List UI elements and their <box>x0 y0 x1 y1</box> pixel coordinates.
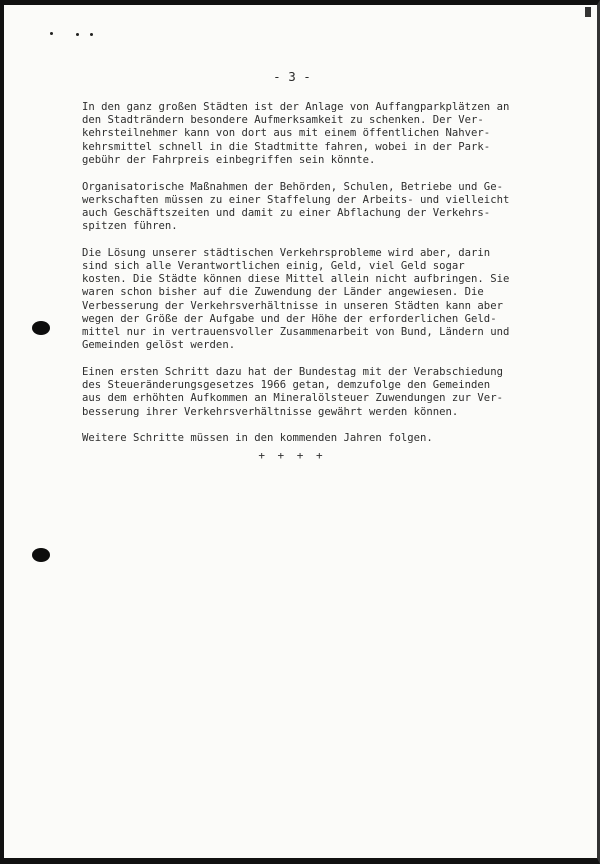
paragraph-5 <box>82 432 562 445</box>
punch-hole-lower <box>32 548 50 562</box>
scan-speck <box>76 33 79 36</box>
text-line: Organisatorische Maßnahmen der Behörden, Schulen, Betriebe und Ge- <box>82 180 503 193</box>
text-line: werkschaften müssen zu einer Staffelung der Arbeits- und vielleicht <box>82 193 510 206</box>
text-line: kosten. Die Städte können diese Mittel allein nicht aufbringen. Sie <box>82 273 510 286</box>
text-line: Gemeinden gelöst werden. <box>82 339 236 352</box>
text-line: In den ganz großen Städten ist der Anlage von Auffangparkplätzen an <box>82 101 510 113</box>
text-line: aus dem erhöhten Aufkommen an Mineralölsteuer Zuwendungen zur Ver- <box>82 392 503 405</box>
end-mark: + + + + <box>258 449 326 462</box>
scan-speck <box>50 32 53 35</box>
text-line: waren schon bisher auf die Zuwendung der Länder angewiesen. Die <box>82 286 484 299</box>
body-text <box>82 101 562 459</box>
paragraph-2 <box>82 181 562 234</box>
page-number: - 3 - <box>273 69 311 84</box>
text-line: Verbesserung der Verkehrsverhältnisse in unseren Städten kann aber <box>82 299 503 312</box>
text-line: auch Geschäftszeiten und damit zu einer Abflachung der Verkehrs- <box>82 206 491 219</box>
punch-hole-upper <box>32 321 50 335</box>
text-line: des Steueränderungsgesetzes 1966 getan, demzufolge den Gemeinden <box>82 379 491 392</box>
text-line: spitzen führen. <box>82 220 178 233</box>
text-line: sind sich alle Verantwortlichen einig, Geld, viel Geld sogar <box>82 260 465 273</box>
paragraph-3 <box>82 247 562 353</box>
text-line: wegen der Größe der Aufgabe und der Höhe der erforderlichen Geld- <box>82 312 497 325</box>
text-line: kehrsmittel schnell in die Stadtmitte fahren, wobei in der Park- <box>82 140 491 153</box>
text-line: Die Lösung unserer städtischen Verkehrsprobleme wird aber, darin <box>82 246 491 259</box>
text-line: kehrsteilnehmer kann von dort aus mit einem öffentlichen Nahver- <box>82 127 491 140</box>
scan-corner-mark <box>585 7 591 17</box>
text-line: Einen ersten Schritt dazu hat der Bundestag mit der Verabschiedung <box>82 365 503 378</box>
scan-speck <box>90 33 93 36</box>
text-line: gebühr der Fahrpreis einbegriffen sein könnte. <box>82 153 376 166</box>
text-line: den Stadträndern besondere Aufmerksamkeit zu schenken. Der Ver- <box>82 114 484 127</box>
paragraph-4 <box>82 366 562 419</box>
text-line: besserung ihrer Verkehrsverhältnisse gewährt werden können. <box>82 405 459 418</box>
paragraph-1 <box>82 101 562 167</box>
text-line: mittel nur in vertrauensvoller Zusammenarbeit von Bund, Ländern und <box>82 326 510 339</box>
text-line: Weitere Schritte müssen in den kommenden Jahren folgen. <box>82 432 433 445</box>
